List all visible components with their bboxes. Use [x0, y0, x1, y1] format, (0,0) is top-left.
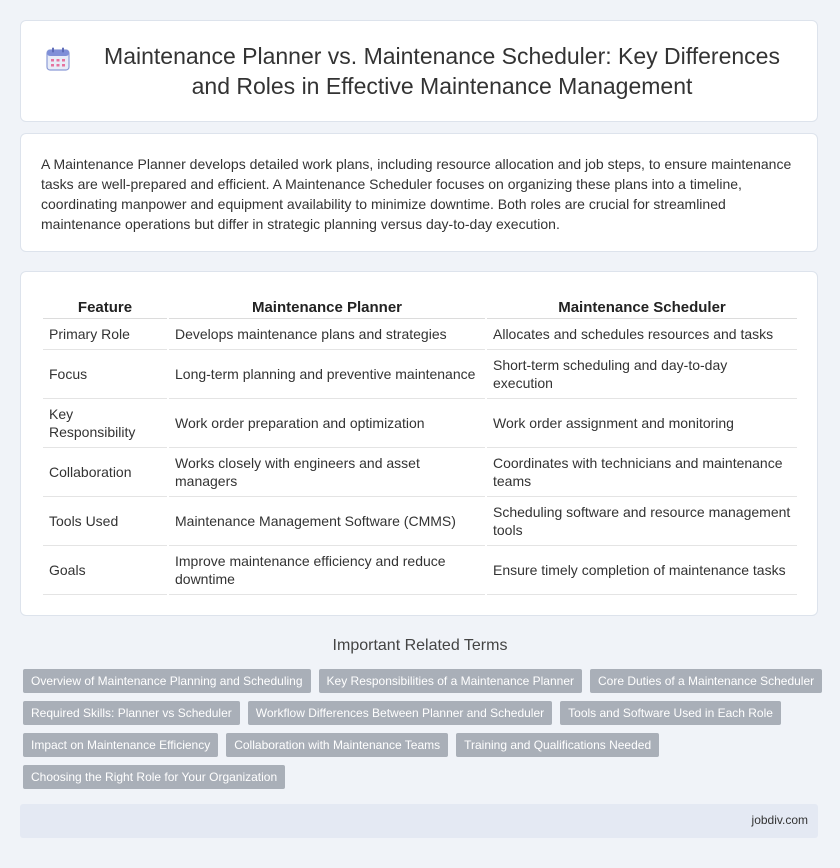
table-row [43, 350, 797, 399]
related-term-tag[interactable]: Overview of Maintenance Planning and Scheduling [23, 669, 311, 693]
related-terms-list [23, 669, 823, 789]
related-term-tag[interactable]: Choosing the Right Role for Your Organization [23, 765, 285, 789]
table-row [43, 497, 797, 546]
table-cell-scheduler: Coordinates with technicians and maintenance teams [487, 448, 797, 497]
related-term-tag[interactable]: Training and Qualifications Needed [456, 733, 659, 757]
column-header-planner: Maintenance Planner [169, 292, 485, 319]
table-cell-planner: Develops maintenance plans and strategies [169, 319, 485, 350]
footer-site-link[interactable]: jobdiv.com [751, 813, 808, 827]
table-row [43, 399, 797, 448]
column-header-scheduler: Maintenance Scheduler [487, 292, 797, 319]
table-cell-planner: Long-term planning and preventive maintenance [169, 350, 485, 399]
table-row [43, 546, 797, 595]
table-row [43, 448, 797, 497]
table-cell-feature: Focus [43, 350, 167, 399]
table-row [43, 319, 797, 350]
column-header-feature: Feature [43, 292, 167, 319]
table-cell-feature: Collaboration [43, 448, 167, 497]
comparison-card [20, 271, 818, 616]
related-term-tag[interactable]: Core Duties of a Maintenance Scheduler [590, 669, 822, 693]
table-cell-feature: Key Responsibility [43, 399, 167, 448]
table-cell-feature: Primary Role [43, 319, 167, 350]
page-title: Maintenance Planner vs. Maintenance Scheduler: Key Differences and Roles in Effective Maintenance Management [104, 43, 780, 99]
footer [20, 804, 818, 838]
table-cell-feature: Goals [43, 546, 167, 595]
related-term-tag[interactable]: Key Responsibilities of a Maintenance Planner [319, 669, 582, 693]
related-term-tag[interactable]: Tools and Software Used in Each Role [560, 701, 781, 725]
related-term-tag[interactable]: Collaboration with Maintenance Teams [226, 733, 448, 757]
table-cell-planner: Work order preparation and optimization [169, 399, 485, 448]
calendar-icon [45, 46, 71, 72]
header-card [20, 20, 818, 122]
related-term-tag[interactable]: Workflow Differences Between Planner and Scheduler [248, 701, 552, 725]
table-cell-scheduler: Allocates and schedules resources and tasks [487, 319, 797, 350]
table-header-row [43, 292, 797, 319]
related-term-tag[interactable]: Required Skills: Planner vs Scheduler [23, 701, 240, 725]
intro-card [20, 133, 818, 252]
table-cell-planner: Maintenance Management Software (CMMS) [169, 497, 485, 546]
table-cell-scheduler: Short-term scheduling and day-to-day execution [487, 350, 797, 399]
related-terms-title: Important Related Terms [332, 637, 508, 654]
table-cell-feature: Tools Used [43, 497, 167, 546]
comparison-table [41, 292, 799, 595]
related-term-tag[interactable]: Impact on Maintenance Efficiency [23, 733, 218, 757]
table-cell-planner: Works closely with engineers and asset managers [169, 448, 485, 497]
table-cell-planner: Improve maintenance efficiency and reduce downtime [169, 546, 485, 595]
intro-paragraph: A Maintenance Planner develops detailed work plans, including resource allocation and job steps, to ensure maintenance tasks are well-prepared and efficient. A Maintenance Scheduler focuses on organizing these plans into a timeline, coordinating manpower and equipment availability to minimize downtime. Both roles are crucial for streamlined maintenance operations but differ in strategic planning versus day-to-day execution. [41, 156, 792, 232]
table-cell-scheduler: Ensure timely completion of maintenance tasks [487, 546, 797, 595]
table-cell-scheduler: Scheduling software and resource management tools [487, 497, 797, 546]
table-cell-scheduler: Work order assignment and monitoring [487, 399, 797, 448]
